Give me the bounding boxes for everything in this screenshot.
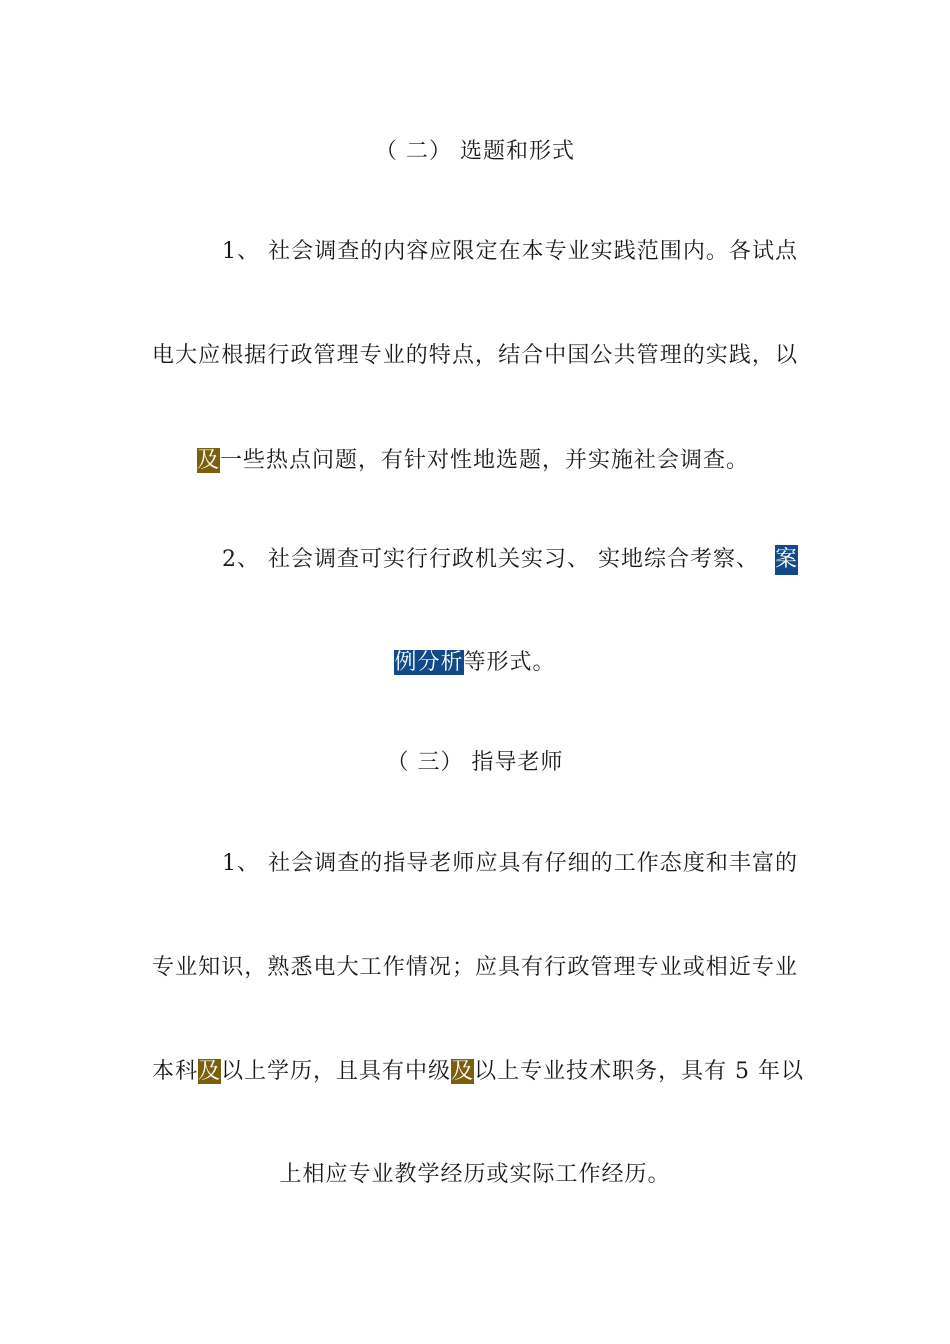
highlighted-text: 及 — [451, 1059, 475, 1084]
section2-item2-line1-text: 2、 社会调查可实行行政机关实习、 实地综合考察、 — [222, 547, 759, 572]
section2-item1-line3-text: 一些热点问题，有针对性地选题，并实施社会调查。 — [220, 448, 750, 473]
section3-item1-line3-text-b: 以上学历，且具有中级 — [221, 1059, 452, 1084]
highlighted-text: 例分析 — [394, 650, 464, 675]
section2-item2-line2-text: 等形式。 — [463, 650, 556, 675]
section3-item1-line3 — [152, 1057, 805, 1087]
section3-item1-line4: 上相应专业教学经历或实际工作经历。 — [279, 1162, 671, 1187]
section2-item2-line2 — [152, 648, 798, 678]
section-heading-2: （ 二） 选题和形式 — [375, 139, 575, 164]
highlighted-text: 及 — [197, 448, 221, 473]
section3-item1-line3-text-c: 以上专业技术职务，具有 5 年以 — [474, 1059, 805, 1084]
section2-item1-line1: 1、 社会调查的内容应限定在本专业实践范围内。各试点 — [222, 239, 798, 264]
section3-item1-line1: 1、 社会调查的指导老师应具有仔细的工作态度和丰富的 — [222, 851, 798, 876]
section2-item1-line3 — [197, 446, 797, 476]
highlighted-text: 及 — [198, 1059, 222, 1084]
section-heading-3: （ 三） 指导老师 — [386, 750, 564, 775]
section2-item2-line1 — [152, 545, 798, 575]
section3-item1-line2: 专业知识，熟悉电大工作情况；应具有行政管理专业或相近专业 — [152, 955, 798, 980]
section2-item1-line2: 电大应根据行政管理专业的特点，结合中国公共管理的实践，以 — [152, 343, 798, 368]
section3-item1-line3-text-a: 本科 — [152, 1059, 199, 1084]
highlighted-text: 案 — [775, 545, 798, 575]
